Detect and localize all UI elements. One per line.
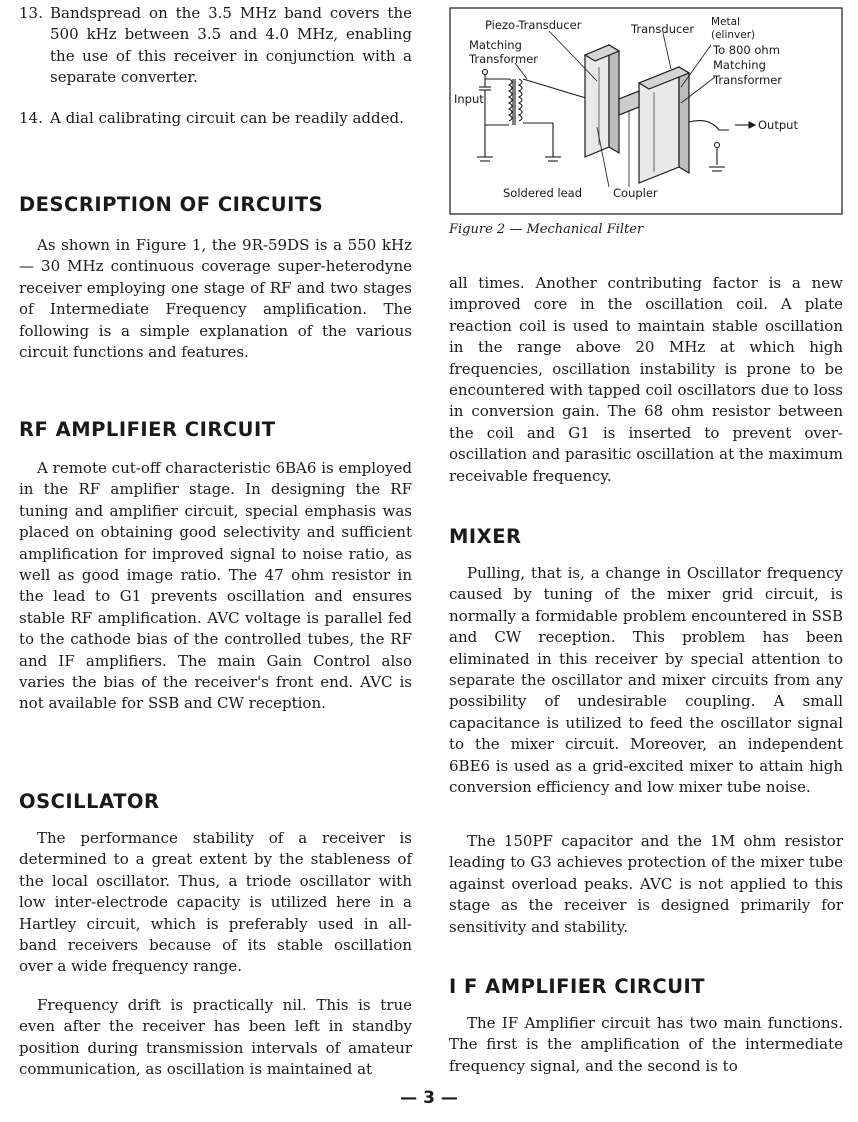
output-circuit xyxy=(689,121,755,171)
label-piezo-transducer: Piezo-Transducer xyxy=(485,18,582,32)
paragraph-oscillator-continued: all times. Another contributing factor is a new improved core in the oscillation coil. A plate reaction coil is used to maintain stable oscillation in the range above 20 MHz at which high frequencies, oscillation instability is prone to be encountered with tapped coil oscillators due to loss in conversion gain. The 68 ohm resistor between the coil and G1 is inserted to prevent over-oscillation and parasitic oscillation at the maximum receivable frequency. xyxy=(449,274,843,485)
list-number: 14. xyxy=(19,109,43,127)
list-number: 13. xyxy=(19,4,43,22)
heading-mixer: MIXER xyxy=(449,525,522,548)
label-input: Input xyxy=(454,92,484,106)
label-to-800-ohm: To 800 ohm xyxy=(713,43,780,57)
heading-description-of-circuits: DESCRIPTION OF CIRCUITS xyxy=(19,193,324,216)
paragraph-description: As shown in Figure 1, the 9R-59DS is a 550 kHz — 30 MHz continuous coverage super-heterodyne receiver employing one stage of RF and two stages of Intermediate Frequency amplification. The following is a simple explanation of the various circuit functions and features. xyxy=(19,236,412,362)
page-number: — 3 — xyxy=(400,1088,458,1108)
label-elinver: (elinver) xyxy=(711,29,756,41)
transducers xyxy=(585,45,689,183)
list-item-14 xyxy=(19,108,412,152)
heading-if-amplifier: I F AMPLIFIER CIRCUIT xyxy=(449,975,706,998)
paragraph-mixer-2: The 150PF capacitor and the 1M ohm resistor leading to G3 achieves protection of the mixer tube against overload peaks. AVC is not applied to this stage as the receiver is designed primarily for sensitivity and stability. xyxy=(449,832,843,936)
list-text: A dial calibrating circuit can be readily added. xyxy=(50,109,404,127)
label-transformer-1: Transformer xyxy=(469,52,539,66)
list-text: Bandspread on the 3.5 MHz band covers the 500 kHz between 3.5 and 4.0 MHz, enabling the use of this receiver in conjunction with a separate converter. xyxy=(50,4,412,87)
list-item-13 xyxy=(19,3,412,87)
label-metal: Metal xyxy=(711,16,740,28)
heading-oscillator: OSCILLATOR xyxy=(19,790,160,813)
input-circuit xyxy=(477,70,599,162)
heading-rf-amplifier: RF AMPLIFIER CIRCUIT xyxy=(19,418,276,441)
mechanical-filter-figure xyxy=(449,7,843,215)
paragraph-rf-amplifier: A remote cut-off characteristic 6BA6 is employed in the RF amplifier stage. In designing the RF tuning and amplifier circuit, special emphasis was placed on obtaining good selectivity and sufficient amplification for improved signal to noise ratio, as well as good image ratio. The 47 ohm resistor in the lead to G1 prevents oscillation and ensures stable RF amplification. AVC voltage is parallel fed to the cathode bias of the controlled tubes, the RF and IF amplifiers. The main Gain Control also varies the bias of the receiver's front end. AVC is not available for SSB and CW reception. xyxy=(19,459,412,713)
label-matching-1: Matching xyxy=(469,38,522,52)
label-soldered-lead: Soldered lead xyxy=(503,186,583,200)
label-coupler: Coupler xyxy=(613,186,658,200)
figure-caption: Figure 2 — Mechanical Filter xyxy=(449,222,644,237)
label-matching-2: Matching xyxy=(713,58,766,72)
paragraph-mixer-1: Pulling, that is, a change in Oscillator frequency caused by tuning of the mixer grid circuit, is normally a formidable problem encountered in SSB and CW reception. This problem has been eliminated in this receiver by special attention to separate the oscillator and mixer circuits from any possibility of undesirable coupling. A small capacitance is utilized to feed the oscillator signal to the mixer circuit. Moreover, an independent 6BE6 is used as a grid-excited mixer to attain high conversion efficiency and low mixer tube noise. xyxy=(449,564,843,797)
paragraph-oscillator-1: The performance stability of a receiver is determined to a great extent by the stableness of the local oscillator. Thus, a triode oscillator with low inter-electrode capacity is utilized here in a Hartley circuit, which is preferably used in all-band receivers because of its stable oscillation over a wide frequency range. xyxy=(19,829,412,976)
label-transformer-2: Transformer xyxy=(713,73,783,87)
paragraph-oscillator-2: Frequency drift is practically nil. This is true even after the receiver has been left in standby position during transmission intervals of amateur communication, as oscillation is maintained at xyxy=(19,996,412,1079)
label-output: Output xyxy=(758,118,798,132)
paragraph-if-amplifier: The IF Amplifier circuit has two main functions. The first is the amplification of the intermediate frequency signal, and the second is to xyxy=(449,1014,843,1075)
label-transducer: Transducer xyxy=(631,22,695,36)
